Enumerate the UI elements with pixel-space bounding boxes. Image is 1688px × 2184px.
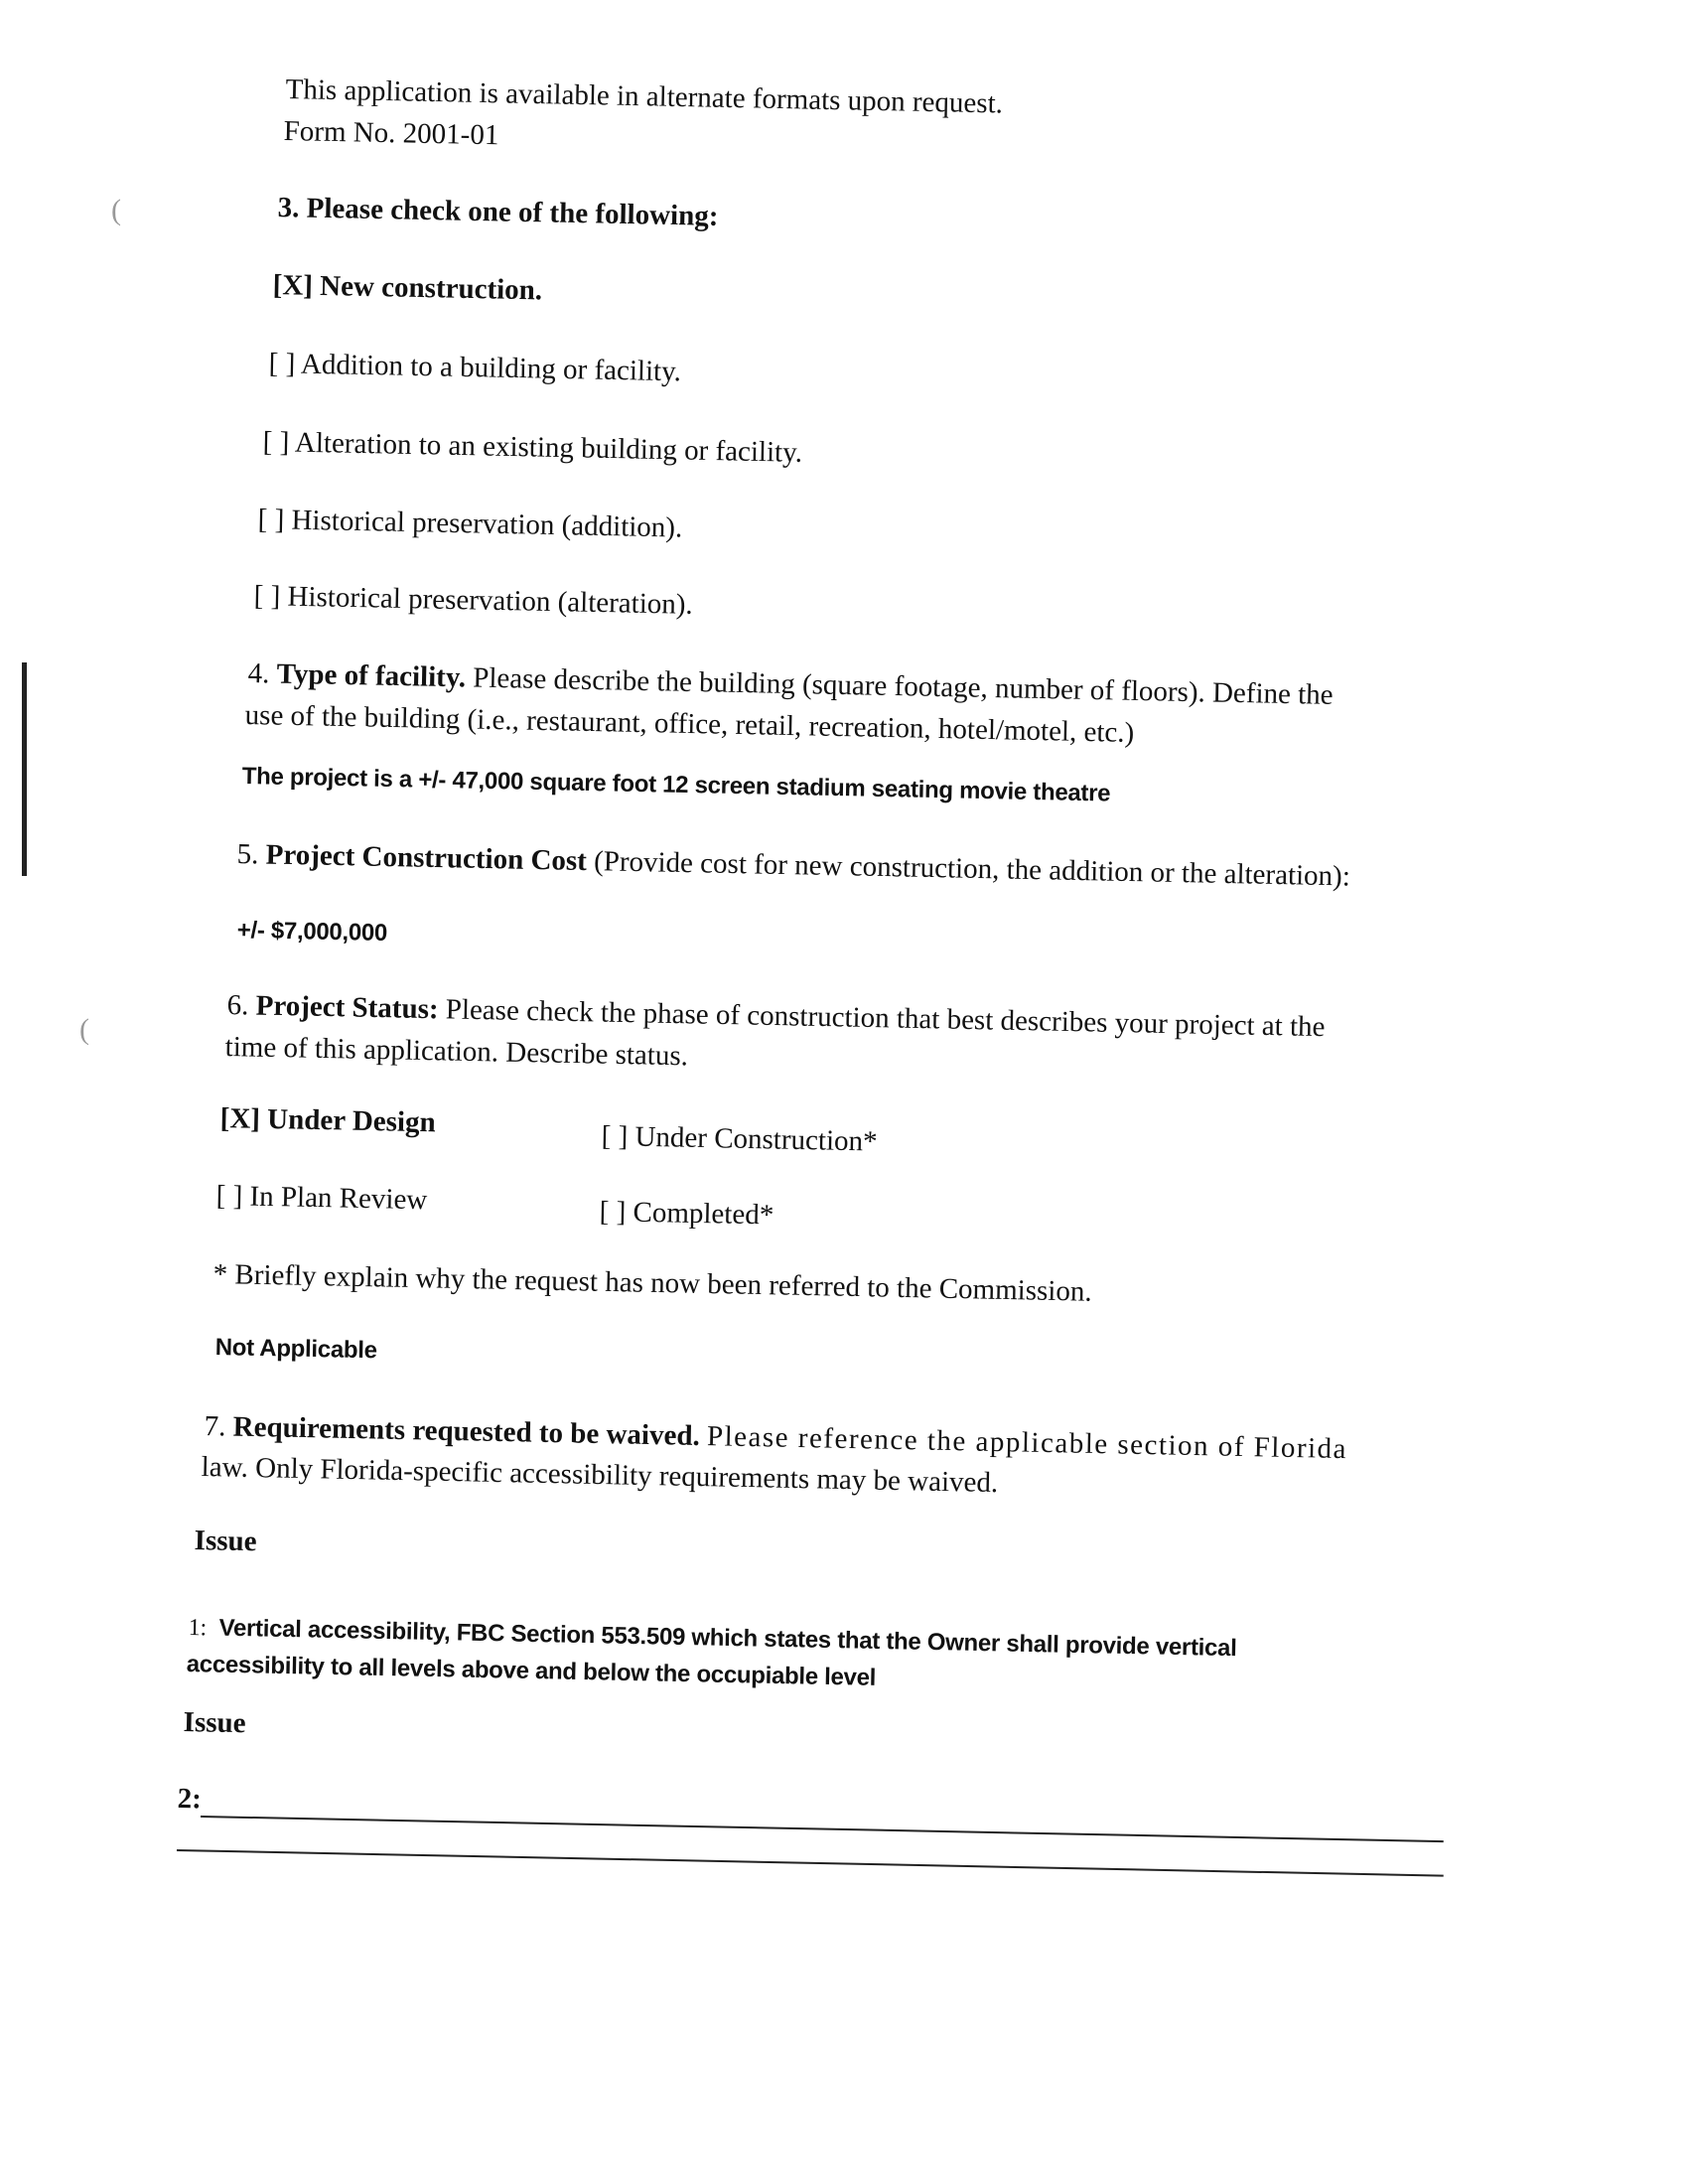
q6-option-completed[interactable] xyxy=(599,1198,774,1231)
option-label: In Plan Review xyxy=(249,1180,428,1217)
q7-number: 7. xyxy=(204,1410,226,1443)
q6-number: 6. xyxy=(226,989,249,1022)
q3-option-hist-alteration[interactable] xyxy=(253,582,693,620)
option-label: Completed* xyxy=(633,1196,774,1232)
q7-text: Please reference the applicable section of Florida xyxy=(706,1420,1348,1466)
q5-line xyxy=(236,840,1350,891)
q6-answer[interactable]: Not Applicable xyxy=(214,1334,377,1365)
q4-title: Type of facility. xyxy=(276,657,467,694)
checkbox[interactable]: [ ] xyxy=(601,1120,629,1153)
q3-option-new-construction[interactable] xyxy=(272,271,542,305)
checkbox[interactable]: [ ] xyxy=(268,348,296,380)
issue-label-2: Issue xyxy=(183,1706,246,1740)
issue-2-input-line[interactable] xyxy=(201,1816,1444,1842)
option-label: Under Design xyxy=(266,1102,436,1139)
q7-line2: law. Only Florida-specific accessibility requirements may be waived. xyxy=(201,1451,999,1500)
issue-1-text: Vertical accessibility, FBC Section 553.509 which states that the Owner shall provide vertical xyxy=(218,1614,1237,1663)
q5-text: (Provide cost for new construction, the addition or the alteration): xyxy=(593,845,1351,893)
option-label: Historical preservation (addition). xyxy=(291,504,683,544)
issue-label-1: Issue xyxy=(194,1525,257,1558)
issue-2-number: 2: xyxy=(177,1783,203,1816)
option-label: Alteration to an existing building or facility. xyxy=(294,426,803,469)
scan-mark: ( xyxy=(111,194,121,226)
scan-edge-artifact xyxy=(22,662,27,876)
q6-note: * Briefly explain why the request has now been referred to the Commission. xyxy=(212,1258,1092,1308)
checkbox-checked[interactable]: [X] xyxy=(219,1102,261,1135)
q7-title: Requirements requested to be waived. xyxy=(232,1410,701,1453)
q3-option-addition[interactable] xyxy=(268,350,681,386)
checkbox[interactable]: [ ] xyxy=(253,580,281,613)
q4-line2: use of the building (i.e., restaurant, office, retail, recreation, hotel/motel, etc.) xyxy=(244,699,1135,749)
q3-option-hist-addition[interactable] xyxy=(257,506,682,543)
q3-title: 3. Please check one of the following: xyxy=(277,192,719,232)
option-label: New construction. xyxy=(319,269,543,307)
q6-option-under-design[interactable] xyxy=(219,1104,436,1137)
checkbox-checked[interactable]: [X] xyxy=(272,269,314,302)
q4-answer[interactable]: The project is a +/- 47,000 square foot 12 screen stadium seating movie theatre xyxy=(241,763,1111,807)
checkbox[interactable]: [ ] xyxy=(262,426,290,459)
q4-number: 4. xyxy=(247,657,270,690)
q5-answer[interactable]: +/- $7,000,000 xyxy=(236,917,388,947)
q6-text: Please check the phase of construction that best describes your project at the xyxy=(445,993,1326,1044)
q5-number: 5. xyxy=(236,838,259,871)
q3-option-alteration[interactable] xyxy=(262,428,802,468)
q6-option-plan-review[interactable] xyxy=(215,1182,427,1215)
checkbox[interactable]: [ ] xyxy=(257,504,285,536)
availability-note: This application is available in alternate formats upon request. xyxy=(285,73,1004,120)
issue-2-input-line[interactable] xyxy=(177,1849,1444,1877)
issue-1-line2: accessibility to all levels above and below the occupiable level xyxy=(186,1651,877,1691)
issue-1-number: 1: xyxy=(188,1615,208,1642)
q6-line2: time of this application. Describe status. xyxy=(224,1031,689,1073)
q6-option-under-construction[interactable] xyxy=(601,1122,877,1157)
q5-title: Project Construction Cost xyxy=(265,838,588,878)
q4-text: Please describe the building (square footage, number of floors). Define the xyxy=(472,661,1334,711)
option-label: Addition to a building or facility. xyxy=(300,348,682,388)
option-label: Under Construction* xyxy=(634,1120,878,1158)
option-label: Historical preservation (alteration). xyxy=(287,580,694,621)
q6-title: Project Status: xyxy=(255,989,439,1026)
form-number: Form No. 2001-01 xyxy=(283,115,499,152)
checkbox[interactable]: [ ] xyxy=(215,1180,243,1213)
scan-mark: ( xyxy=(79,1013,89,1046)
checkbox[interactable]: [ ] xyxy=(599,1196,627,1229)
